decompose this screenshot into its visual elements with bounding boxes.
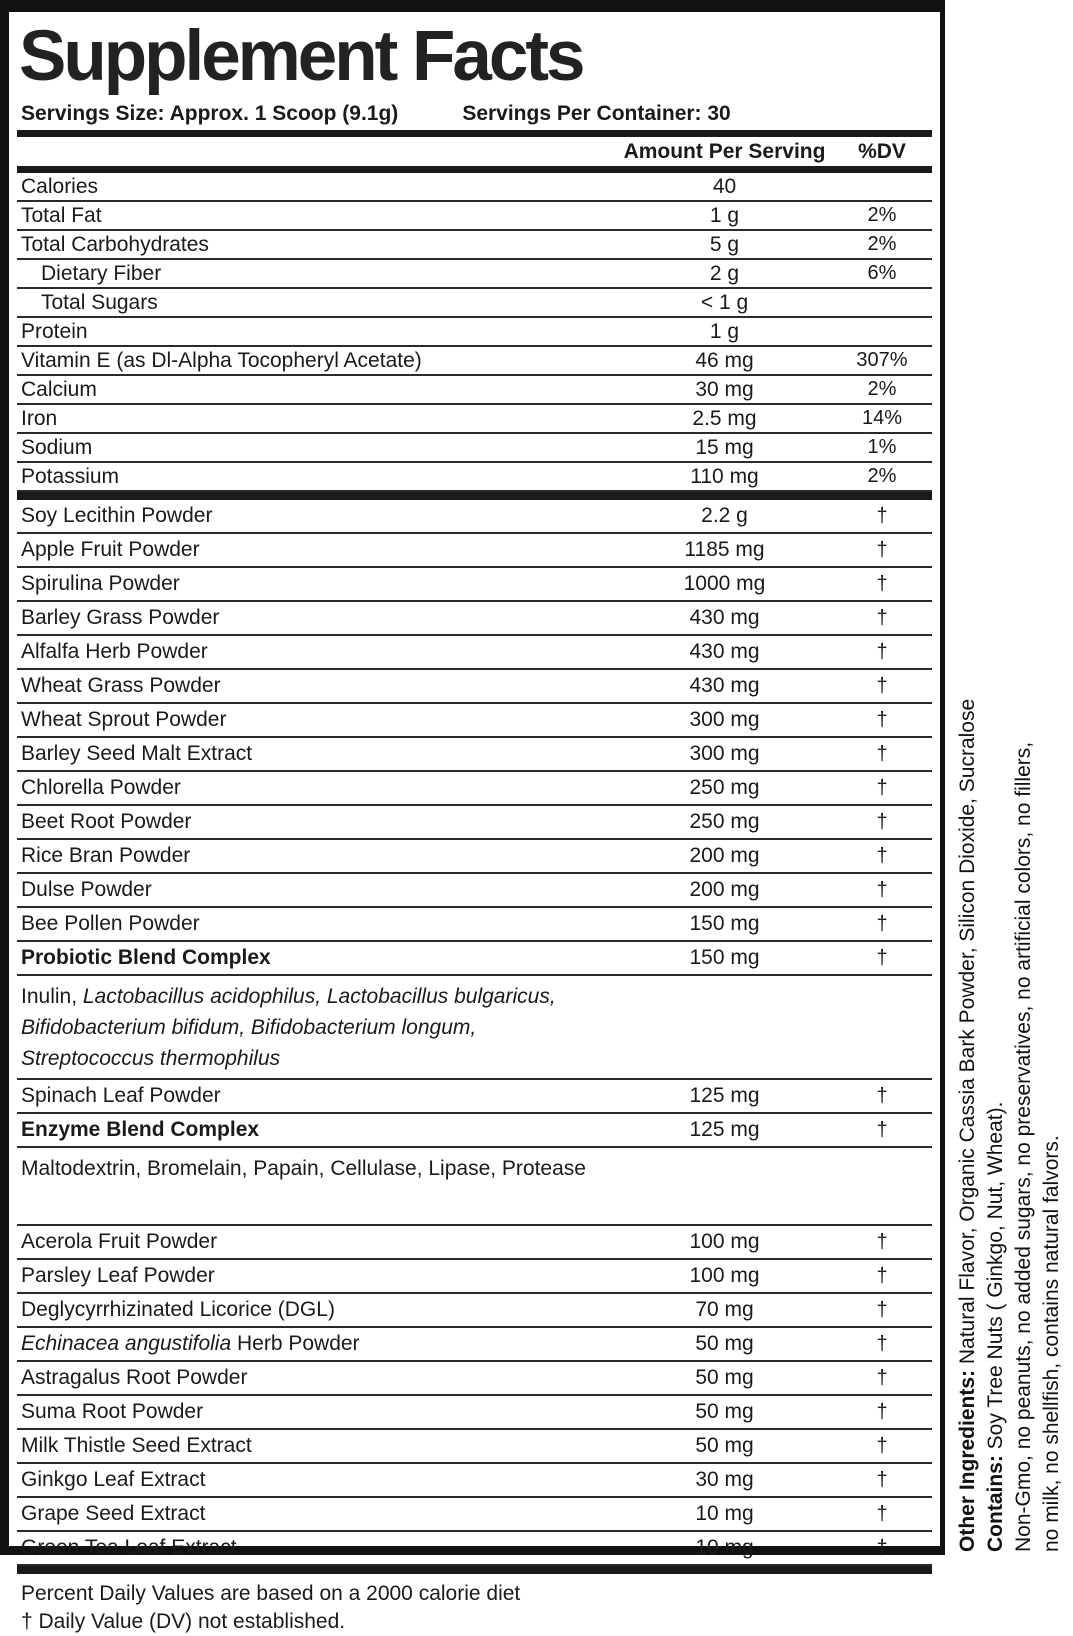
row-name: Bee Pollen Powder — [21, 912, 200, 935]
row-amount: 430 mg — [689, 674, 760, 697]
row-name: Soy Lecithin Powder — [21, 504, 213, 527]
row-amount: 40 — [712, 174, 737, 198]
row-name: Barley Grass Powder — [21, 606, 220, 629]
table-row — [17, 1294, 932, 1328]
row-name: Protein — [21, 319, 88, 343]
sub-ingredients-note — [17, 976, 932, 1080]
row-name: Total Carbohydrates — [21, 232, 209, 256]
table-row — [17, 942, 932, 976]
row-amount: 100 mg — [689, 1264, 760, 1287]
table-row — [17, 636, 932, 670]
row-name: Astragalus Root Powder — [21, 1366, 248, 1389]
row-name: Wheat Grass Powder — [21, 674, 221, 697]
serving-size-label: Servings Size: Approx. 1 Scoop (9.1g) — [21, 102, 399, 125]
sub-ingredients-note — [17, 1148, 932, 1226]
text-segment: Lactobacillus acidophilus, Lactobacillus bulgaricus, — [82, 985, 556, 1008]
table-header — [17, 137, 932, 173]
panel-title: Supplement Facts — [19, 17, 583, 96]
row-dv: † — [876, 946, 888, 969]
row-name: Suma Root Powder — [21, 1400, 204, 1423]
table-row — [17, 1080, 932, 1114]
row-amount: 300 mg — [689, 742, 760, 765]
table-row — [17, 1464, 932, 1498]
row-name: Milk Thistle Seed Extract — [21, 1434, 252, 1457]
table-row — [17, 840, 932, 874]
text-segment: Herb Powder — [231, 1332, 360, 1355]
table-row — [17, 1114, 932, 1148]
row-name: Chlorella Powder — [21, 776, 181, 799]
row-dv: † — [876, 1264, 888, 1287]
row-name: Sodium — [21, 435, 93, 459]
table-row — [17, 738, 932, 772]
row-amount: 300 mg — [689, 708, 760, 731]
row-amount: 100 mg — [689, 1230, 760, 1253]
row-dv: † — [876, 504, 888, 527]
row-dv: † — [876, 878, 888, 901]
row-amount: 10 mg — [695, 1502, 754, 1525]
row-dv: † — [876, 1536, 888, 1559]
row-name: Grape Seed Extract — [21, 1502, 206, 1525]
row-dv: † — [876, 1468, 888, 1491]
row-amount: 150 mg — [689, 946, 760, 969]
supplements-section — [17, 500, 932, 1566]
row-amount: 30 mg — [695, 1468, 754, 1491]
row-dv: 2% — [867, 204, 897, 226]
header-dv: %DV — [858, 139, 906, 163]
row-amount: 250 mg — [689, 810, 760, 833]
row-name: Beet Root Powder — [21, 810, 192, 833]
row-dv: 2% — [867, 233, 897, 255]
row-name: Total Fat — [21, 203, 102, 227]
row-amount: 46 mg — [695, 348, 754, 372]
other-ingredients-vertical-text — [954, 686, 1066, 1552]
row-amount: 430 mg — [689, 640, 760, 663]
row-dv: 2% — [867, 378, 897, 400]
row-amount: 70 mg — [695, 1298, 754, 1321]
row-dv: † — [876, 1502, 888, 1525]
table-row — [17, 534, 932, 568]
footnotes — [17, 1574, 932, 1636]
table-row — [17, 202, 932, 231]
side-text-line — [982, 686, 1010, 1552]
row-name: Spirulina Powder — [21, 572, 180, 595]
row-dv: † — [876, 708, 888, 731]
row-amount: 10 mg — [695, 1536, 754, 1559]
table-row — [17, 347, 932, 376]
side-text-line — [954, 686, 982, 1552]
table-row — [17, 670, 932, 704]
table-row — [17, 376, 932, 405]
text-segment: Natural Flavor, Organic Cassia Bark Powder, Silicon Dioxide, Sucralose — [956, 698, 979, 1370]
text-segment: Other Ingredients: — [956, 1369, 979, 1552]
row-dv: 1% — [867, 436, 897, 458]
table-row — [17, 602, 932, 636]
row-amount: 50 mg — [695, 1400, 754, 1423]
row-name: Calories — [21, 174, 99, 198]
table-row — [17, 260, 932, 289]
row-dv: † — [876, 1434, 888, 1457]
text-segment: Echinacea angustifolia — [21, 1332, 232, 1355]
row-dv: † — [876, 1230, 888, 1253]
row-amount: 200 mg — [689, 844, 760, 867]
serving-info — [17, 100, 932, 137]
row-dv: 6% — [867, 262, 897, 284]
row-name: Enzyme Blend Complex — [21, 1118, 260, 1141]
row-dv: 307% — [856, 349, 908, 371]
table-row — [17, 318, 932, 347]
table-row — [17, 1362, 932, 1396]
sub-ingredients-line — [21, 981, 932, 1012]
table-row — [17, 1430, 932, 1464]
row-dv: 2% — [867, 465, 897, 487]
row-name: Total Sugars — [41, 290, 158, 314]
text-segment: no milk, no shellfish, contains natural falvors. — [1040, 1135, 1063, 1552]
row-dv: † — [876, 810, 888, 833]
row-name: Dietary Fiber — [41, 261, 162, 285]
row-name: Potassium — [21, 464, 120, 488]
row-dv: † — [876, 572, 888, 595]
row-name: Dulse Powder — [21, 878, 152, 901]
side-text-line — [1010, 686, 1038, 1552]
text-segment: Soy Tree Nuts ( Ginkgo, Nut, Wheat). — [984, 1101, 1007, 1456]
table-row — [17, 704, 932, 738]
table-row — [17, 1498, 932, 1532]
row-dv: † — [876, 1366, 888, 1389]
row-amount: < 1 g — [700, 290, 749, 314]
footer-divider — [17, 1566, 932, 1574]
row-dv: † — [876, 1118, 888, 1141]
header-amount-per-serving: Amount Per Serving — [623, 139, 826, 163]
row-dv: 14% — [861, 407, 903, 429]
row-dv: † — [876, 1084, 888, 1107]
table-row — [17, 874, 932, 908]
row-dv: † — [876, 1400, 888, 1423]
row-dv: † — [876, 1332, 888, 1355]
row-amount: 50 mg — [695, 1366, 754, 1389]
row-name: Probiotic Blend Complex — [21, 946, 271, 969]
row-name: Acerola Fruit Powder — [21, 1230, 218, 1253]
row-dv: † — [876, 674, 888, 697]
table-row — [17, 772, 932, 806]
row-name: Spinach Leaf Powder — [21, 1084, 221, 1107]
row-amount: 125 mg — [689, 1084, 760, 1107]
text-segment: Non-Gmo, no peanuts, no added sugars, no preservatives, no artificial colors, no fillers, — [1012, 741, 1035, 1552]
row-amount: 5 g — [709, 232, 740, 256]
footnote-daily-values: Percent Daily Values are based on a 2000 calorie diet — [21, 1582, 521, 1605]
row-amount: 30 mg — [695, 377, 754, 401]
row-dv: † — [876, 538, 888, 561]
row-amount: 50 mg — [695, 1332, 754, 1355]
servings-per-container-label: Servings Per Container: 30 — [462, 102, 731, 125]
row-dv: † — [876, 912, 888, 935]
row-name: Vitamin E (as Dl-Alpha Tocopheryl Acetate) — [21, 348, 422, 372]
row-name: Apple Fruit Powder — [21, 538, 200, 561]
text-segment: Streptococcus thermophilus — [21, 1047, 281, 1070]
row-name: Ginkgo Leaf Extract — [21, 1468, 206, 1491]
row-amount: 2.2 g — [701, 504, 748, 527]
footnote-dagger: † Daily Value (DV) not established. — [21, 1610, 346, 1633]
section-divider — [17, 492, 932, 500]
table-row — [17, 173, 932, 202]
row-amount: 2.5 mg — [692, 406, 757, 430]
table-row — [17, 568, 932, 602]
row-name: Green Tea Leaf Extract — [21, 1536, 237, 1559]
table-row — [17, 1396, 932, 1430]
row-name: Rice Bran Powder — [21, 844, 191, 867]
row-amount: 1 g — [709, 203, 740, 227]
row-amount: 15 mg — [695, 435, 754, 459]
nutrients-section — [17, 173, 932, 492]
table-row — [17, 908, 932, 942]
row-amount: 125 mg — [689, 1118, 760, 1141]
sub-ingredients-line — [21, 1153, 932, 1184]
table-row — [17, 1532, 932, 1566]
table-row — [17, 231, 932, 260]
side-text-line — [1038, 686, 1066, 1552]
row-dv: † — [876, 640, 888, 663]
row-amount: 1000 mg — [683, 572, 766, 595]
text-segment: Contains: — [984, 1455, 1007, 1552]
row-name: Barley Seed Malt Extract — [21, 742, 253, 765]
row-amount: 250 mg — [689, 776, 760, 799]
table-row — [17, 463, 932, 492]
row-dv: † — [876, 606, 888, 629]
row-name: Iron — [21, 406, 58, 430]
table-row — [17, 1226, 932, 1260]
table-row — [17, 289, 932, 318]
row-name — [17, 1332, 617, 1356]
table-row — [17, 405, 932, 434]
row-dv: † — [876, 742, 888, 765]
row-name: Parsley Leaf Powder — [21, 1264, 215, 1287]
table-row — [17, 1328, 932, 1362]
sub-ingredients-line — [21, 1012, 932, 1043]
table-row — [17, 806, 932, 840]
row-amount: 150 mg — [689, 912, 760, 935]
row-amount: 2 g — [709, 261, 740, 285]
row-dv: † — [876, 1298, 888, 1321]
table-row — [17, 500, 932, 534]
row-name: Deglycyrrhizinated Licorice (DGL) — [21, 1298, 335, 1321]
text-segment: Inulin, — [21, 985, 83, 1008]
row-amount: 200 mg — [689, 878, 760, 901]
row-name: Wheat Sprout Powder — [21, 708, 227, 731]
row-amount: 50 mg — [695, 1434, 754, 1457]
row-amount: 1 g — [709, 319, 740, 343]
table-row — [17, 434, 932, 463]
row-dv: † — [876, 844, 888, 867]
row-amount: 1185 mg — [684, 538, 765, 561]
row-name: Calcium — [21, 377, 97, 401]
row-dv: † — [876, 776, 888, 799]
text-segment: Bifidobacterium bifidum, Bifidobacterium longum, — [21, 1016, 477, 1039]
sub-ingredients-line — [21, 1043, 932, 1074]
table-row — [17, 1260, 932, 1294]
text-segment: Maltodextrin, Bromelain, Papain, Cellulase, Lipase, Protease — [21, 1157, 586, 1180]
row-amount: 110 mg — [690, 464, 759, 488]
row-amount: 430 mg — [689, 606, 760, 629]
row-name: Alfalfa Herb Powder — [21, 640, 208, 663]
